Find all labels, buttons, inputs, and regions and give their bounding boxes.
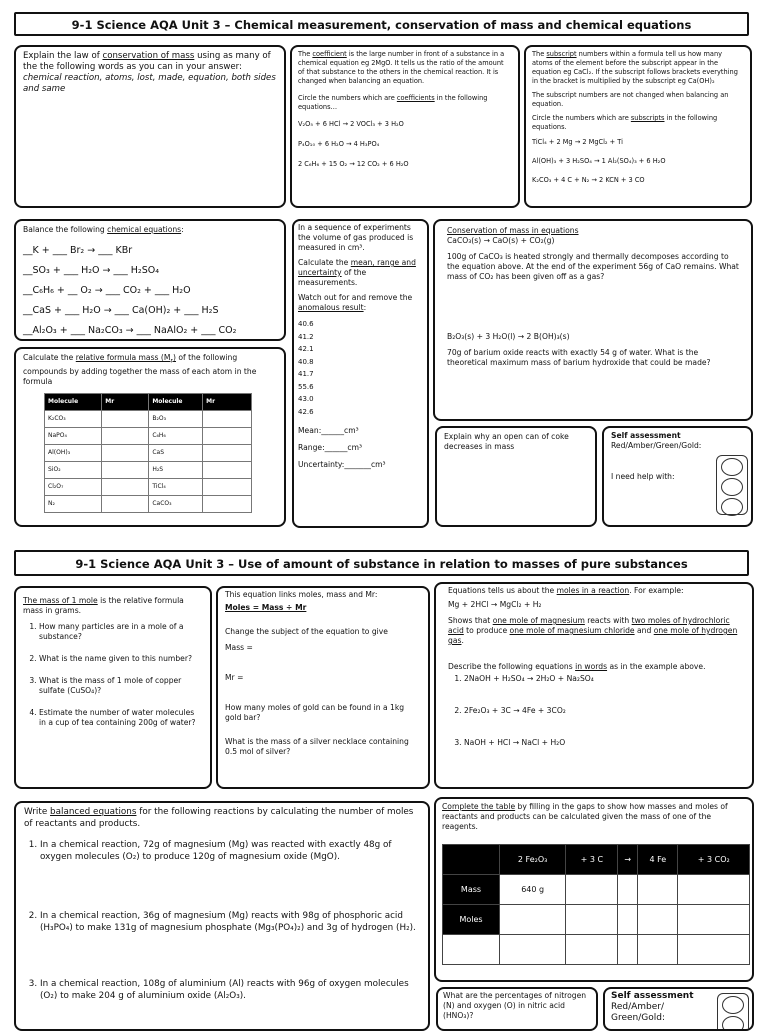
worksheet2-title: 9-1 Science AQA Unit 3 – Use of amount of substance in relation to masses of pure substances [14, 550, 749, 576]
moles-formula: Moles = Mass ÷ Mr [225, 603, 307, 612]
range-answer[interactable]: Range:______cm³ [298, 443, 363, 452]
reaction-equations [448, 674, 740, 748]
answer-cell[interactable] [678, 935, 750, 965]
mr-answer-cell[interactable] [102, 478, 149, 495]
table-row: K₂CO₃ B₂O₃ [45, 410, 252, 427]
answer-cell[interactable] [678, 875, 750, 905]
answer-cell[interactable] [500, 905, 566, 935]
mr-answer-cell[interactable] [102, 410, 149, 427]
balance-equations-panel[interactable]: Balance the following chemical equations: __K + ___ Br₂ → ___ KBr __SO₃ + ___ H₂O → ___ H₂SO₄ __C₆H₆ + __ O₂ → ___ CO₂ + ___ H₂O __CaS + ___ H₂O → ___ Ca(OH)₂ + ___ H₂S __Al₂O₃ + ___ Na₂CO₃ → ___ NaAlO₂ + ___ CO₂ [14, 219, 286, 341]
answer-cell[interactable] [678, 905, 750, 935]
mean-answer[interactable]: Mean:______cm³ [298, 426, 359, 435]
answer-cell[interactable] [500, 935, 566, 965]
mr-answer-cell[interactable] [203, 461, 252, 478]
measurement-value: 41.7 [298, 370, 314, 378]
table-header-row: 2 Fe₂O₃ + 3 C → 4 Fe + 3 CO₂ [443, 845, 750, 875]
subscript-panel[interactable]: The subscript numbers within a formula tell us how many atoms of the element before the subscript appear in the equation eg CaCl₂. If the subscript follows brackets everything in the bracket is multiplied by the subscript eg Ca(OH)₂ The subscript numbers are not changed when balancing an equation. Circle the numbers which are subscripts in the following equations. TiCl₄ + 2 Mg → 2 MgCl₂ + Ti Al(OH)₃ + 3 H₂SO₄ → 1 Al₂(SO₄)₃ + 6 H₂O K₂CO₃ + 4 C + N₂ → 2 KCN + 3 CO [524, 45, 752, 208]
answer-cell[interactable] [566, 905, 618, 935]
moles-reaction-panel[interactable]: Equations tells us about the moles in a reaction. For example: Mg + 2HCl → MgCl₂ + H₂ Shows that one mole of magnesium reacts with two moles of hydrochloric acid to produce one mole of magnesium chloride and one mole of hydrogen gas. Describe the following equations in words as in the example above. 1. 2NaOH + H₂SO₄ → 2H₂O + Na₂SO₄ 2. 2Fe₂O₃ + 3C → 4Fe + 3CO₂ 3. NaOH + HCl → NaCl + H₂O [434, 582, 754, 789]
conservation-equations-panel[interactable]: Conservation of mass in equations CaCO₃(s) → CaO(s) + CO₂(g) 100g of CaCO₃ is heated strongly and thermally decomposes according to the equation above. At the end of the experiment 56g of CaO remains. What mass of CO₂ has been given off as a gas? B₂O₃(s) + 3 H₂O(l) → 2 B(OH)₃(s) 70g of barium oxide reacts with exactly 54 g of water. What is the theoretical maximum mass of barium hydroxide that could be made? [433, 219, 753, 421]
balanced-questions [24, 840, 420, 1002]
measurement-value: 42.6 [298, 407, 314, 416]
mr-answer-cell[interactable] [102, 495, 149, 512]
list-item: 1. In a chemical reaction, 72g of magnesium (Mg) was reacted with exactly 48g of oxygen molecules (O₂) to produce 120g of magnesium oxide (MgO). [40, 840, 420, 863]
arrow-icon: → [618, 845, 638, 875]
balance-equation[interactable]: __SO₃ + ___ H₂O → ___ H₂SO₄ [23, 265, 160, 276]
mr-answer-cell[interactable] [203, 495, 252, 512]
coefficient-equation[interactable]: 2 C₆H₆ + 15 O₂ → 12 CO₂ + 6 H₂O [298, 160, 409, 168]
subscript-equation[interactable]: K₂CO₃ + 4 C + N₂ → 2 KCN + 3 CO [532, 176, 645, 184]
subscript-equation[interactable]: Al(OH)₃ + 3 H₂SO₄ → 1 Al₂(SO₄)₃ + 6 H₂O [532, 157, 666, 165]
balance-equation[interactable]: __CaS + ___ H₂O → ___ Ca(OH)₂ + ___ H₂S [23, 305, 219, 316]
measurements-panel[interactable]: In a sequence of experiments the volume of gas produced is measured in cm³. Calculate the mean, range and uncertainty of the measurements. Watch out for and remove the anomalous result: 40.6 41.2 42.1 40.8 41.7 55.6 43.0 42.6 Mean:______cm³ Range:______cm³ Uncertainty:_______cm³ [292, 219, 429, 528]
table-row [443, 935, 750, 965]
table-row: Mass 640 g [443, 875, 750, 905]
coke-question-panel[interactable]: Explain why an open can of coke decreases in mass [435, 426, 597, 527]
balance-equation[interactable]: __Al₂O₃ + ___ Na₂CO₃ → ___ NaAlO₂ + ___ CO₂ [23, 325, 237, 336]
coefficient-panel[interactable]: The coefficient is the large number in front of a substance in a chemical equation eg 2MgO. It tells us the ratio of the amount of that substance to the others in the chemical reaction. It is changed when balancing an equation. Circle the numbers which are coefficients in the following equations… V₂O₅ + 6 HCl → 2 VOCl₃ + 3 H₂O P₄O₁₀ + 6 H₂O → 4 H₃PO₄ 2 C₆H₆ + 15 O₂ → 12 CO₂ + 6 H₂O [290, 45, 520, 208]
list-item: 1. How many particles are in a mole of a substance? [39, 622, 203, 642]
answer-cell[interactable] [566, 935, 618, 965]
balanced-equations-panel[interactable]: Write balanced equations for the following reactions by calculating the number of moles of reactants and products. 1. In a chemical reaction, 72g of magnesium (Mg) was reacted with exactly 48g of oxygen molecules (O₂) to produce 120g of magnesium oxide (MgO). 2. In a chemical reaction, 36g of magnesium (Mg) reacts with 98g of phosphoric acid (H₃PO₄) to make 131g of magnesium phosphate (Mg₃(PO₄)₂) and 3g of hydrogen (H₂). 3. In a chemical reaction, 108g of aluminium (Al) reacts with 96g of oxygen molecules (O₂) to make 204 g of aluminium oxide (Al₂O₃). [14, 801, 430, 1031]
mr-answer-cell[interactable] [102, 427, 149, 444]
table-row: N₂ CaCO₃ [45, 495, 252, 512]
list-item: 2. In a chemical reaction, 36g of magnesium (Mg) reacts with 98g of phosphoric acid (H₃PO₄) to make 131g of magnesium phosphate (Mg₃(PO₄)₂) and 3g of hydrogen (H₂). [40, 911, 420, 934]
mr-table [44, 393, 252, 513]
table-header-row: Molecule Mr Molecule Mr [45, 393, 252, 410]
mr-answer-cell[interactable] [203, 427, 252, 444]
coefficient-equation[interactable]: P₄O₁₀ + 6 H₂O → 4 H₃PO₄ [298, 140, 380, 148]
list-item: 4. Estimate the number of water molecules in a cup of tea containing 200g of water? [39, 708, 203, 728]
measurement-value: 40.6 [298, 320, 314, 328]
answer-cell[interactable] [566, 875, 618, 905]
self-assessment-panel[interactable]: Self assessment Red/Amber/Green/Gold: I need help with: [602, 426, 753, 527]
self-assessment-panel-2[interactable]: Self assessment Red/Amber/ Green/Gold: [603, 987, 754, 1031]
table-row: Cl₂O₇ TiCl₄ [45, 478, 252, 495]
list-item: 3. NaOH + HCl → NaCl + H₂O [464, 738, 740, 748]
mr-answer-cell[interactable] [203, 444, 252, 461]
table-row: SiO₂ H₂S [45, 461, 252, 478]
balance-equation[interactable]: __C₆H₆ + __ O₂ → ___ CO₂ + ___ H₂O [23, 285, 191, 296]
mole-mass-panel[interactable]: The mass of 1 mole is the relative formula mass in grams. 1. How many particles are in a mole of a substance? 2. What is the name given to this number? 3. What is the mass of 1 mole of copper sulfate (CuSO₄)? 4. Estimate the number of water molecules in a cup of tea containing 200g of water? [14, 586, 212, 789]
mr-answer-cell[interactable] [203, 478, 252, 495]
mr-answer-cell[interactable] [102, 461, 149, 478]
measurement-list [298, 318, 423, 418]
conservation-law-panel[interactable]: Explain the law of conservation of mass using as many of the the following words as you can in your answer: chemical reaction, atoms, lost, made, equation, both sides and same [14, 45, 286, 208]
subscript-equation[interactable]: TiCl₄ + 2 Mg → 2 MgCl₂ + Ti [532, 138, 623, 146]
uncertainty-answer[interactable]: Uncertainty:_______cm³ [298, 460, 386, 469]
measurement-value: 42.1 [298, 345, 314, 353]
list-item: 3. In a chemical reaction, 108g of aluminium (Al) reacts with 96g of oxygen molecules (O₂) to make 204 g of aluminium oxide (Al₂O₃). [40, 979, 420, 1002]
table-row: Moles [443, 905, 750, 935]
measurement-value: 40.8 [298, 357, 314, 366]
answer-cell[interactable] [618, 905, 638, 935]
answer-cell[interactable] [638, 875, 678, 905]
mr-answer-cell[interactable] [102, 444, 149, 461]
traffic-light-icon[interactable] [716, 455, 748, 515]
table-row: Al(OH)₃ CaS [45, 444, 252, 461]
answer-cell[interactable] [618, 935, 638, 965]
table-row: NaPO₄ C₆H₆ [45, 427, 252, 444]
word-list: chemical reaction, atoms, lost, made, equation, both sides and same [23, 73, 276, 94]
complete-table-panel[interactable]: Complete the table by filling in the gaps to show how masses and moles of reactants and products can be calculated given the mass of one of the reagents. 2 Fe₂O₃ + 3 C → 4 Fe + 3 CO₂ Mass 640 g Moles [434, 797, 754, 982]
mass-answer[interactable]: Mass = [225, 643, 253, 652]
measurement-value: 43.0 [298, 395, 314, 403]
balance-equation[interactable]: __K + ___ Br₂ → ___ KBr [23, 245, 133, 256]
mr-answer-cell[interactable] [203, 410, 252, 427]
percentage-question-panel[interactable]: What are the percentages of nitrogen (N) and oxygen (O) in nitric acid (HNO₃)? [436, 987, 598, 1031]
relative-formula-mass-panel[interactable]: Calculate the relative formula mass $(M_r)$ of the following compounds by adding together the mass of each atom in the formula Molecule Mr Molecule Mr K₂CO₃ B₂O₃ NaPO₄ C₆H₆ Al(OH)₃ CaS SiO₂ H₂S Cl₂O₇ TiCl₄ N₂ CaCO₃ [14, 347, 286, 527]
list-item: 2. What is the name given to this number? [39, 654, 203, 664]
answer-cell[interactable] [618, 875, 638, 905]
list-item: 1. 2NaOH + H₂SO₄ → 2H₂O + Na₂SO₄ [464, 674, 740, 684]
worksheet1-title: 9-1 Science AQA Unit 3 – Chemical measurement, conservation of mass and chemical equations [14, 12, 749, 36]
mole-questions [23, 622, 203, 728]
moles-equation-panel[interactable]: This equation links moles, mass and Mr: Moles = Mass ÷ Mr Change the subject of the equation to give Mass = Mr = How many moles of gold can be found in a 1kg gold bar? What is the mass of a silver necklace containing 0.5 mol of silver? [216, 586, 430, 789]
mr-answer[interactable]: Mr = [225, 673, 244, 682]
measurement-value: 55.6 [298, 382, 314, 391]
coefficient-equation[interactable]: V₂O₅ + 6 HCl → 2 VOCl₃ + 3 H₂O [298, 120, 404, 128]
list-item: 2. 2Fe₂O₃ + 3C → 4Fe + 3CO₂ [464, 706, 740, 716]
list-item: 3. What is the mass of 1 mole of copper sulfate (CuSO₄)? [39, 676, 203, 696]
measurement-value: 41.2 [298, 332, 314, 341]
mass-moles-table [442, 844, 750, 965]
traffic-light-icon[interactable] [717, 993, 749, 1031]
answer-cell[interactable] [638, 905, 678, 935]
answer-cell[interactable] [638, 935, 678, 965]
